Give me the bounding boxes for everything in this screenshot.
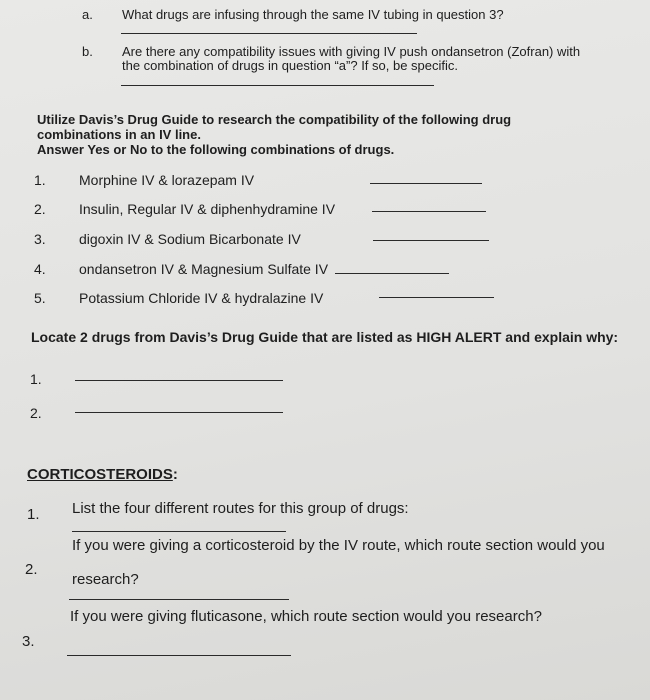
cortico-q1-text: List the four different routes for this group of drugs: [72,500,409,517]
part-a-label: a. [82,7,93,22]
compat-item-text: Morphine IV & lorazepam IV [79,172,255,188]
cortico-q1-num: 1. [27,506,40,523]
compat-answer-line[interactable] [373,240,489,241]
part-b-question-line2: the combination of drugs in question “a”? If so, be specific. [122,58,459,73]
compat-item-num: 5. [34,290,46,306]
compat-instruction-line3: Answer Yes or No to the following combinations of drugs. [37,142,395,157]
compat-item-num: 4. [34,261,46,277]
compat-answer-line[interactable] [370,183,482,184]
part-a-question: What drugs are infusing through the same IV tubing in question 3? [122,7,504,22]
compat-answer-line[interactable] [372,211,486,212]
part-b-answer-line[interactable] [121,85,434,86]
high-alert-answer-line[interactable] [75,412,283,413]
compat-answer-line[interactable] [335,273,449,274]
corticosteroids-heading [27,466,178,483]
compat-item-num: 2. [34,201,46,217]
cortico-q3-answer-line[interactable] [67,655,291,656]
compat-item-text: ondansetron IV & Magnesium Sulfate IV [79,261,329,277]
high-alert-heading: Locate 2 drugs from Davis’s Drug Guide that are listed as HIGH ALERT and explain why: [31,329,619,345]
corticosteroids-heading-text: CORTICOSTEROIDS [27,466,173,483]
cortico-q2-num: 2. [25,561,38,578]
part-b-question-line1: Are there any compatibility issues with giving IV push ondansetron (Zofran) with [122,44,581,59]
high-alert-item-num: 2. [30,405,42,421]
cortico-q3-text: If you were giving fluticasone, which route section would you research? [70,608,542,625]
compat-item-num: 1. [34,172,46,188]
corticosteroids-heading-colon: : [172,466,178,483]
high-alert-answer-line[interactable] [75,380,283,381]
compat-instruction-line1: Utilize Davis’s Drug Guide to research the compatibility of the following drug [37,112,512,127]
part-b-label: b. [82,44,93,59]
cortico-q2-answer-line[interactable] [69,599,289,600]
cortico-q2-line2: research? [72,571,139,588]
compat-answer-line[interactable] [379,297,494,298]
high-alert-item-num: 1. [30,371,42,387]
compat-item-text: Insulin, Regular IV & diphenhydramine IV [79,201,336,217]
cortico-q2-line1: If you were giving a corticosteroid by the IV route, which route section would you [72,537,605,554]
compat-item-num: 3. [34,231,46,247]
compat-item-text: digoxin IV & Sodium Bicarbonate IV [79,231,301,247]
compat-item-text: Potassium Chloride IV & hydralazine IV [79,290,324,306]
cortico-q1-answer-line[interactable] [72,531,286,532]
part-a-answer-line[interactable] [121,33,417,34]
cortico-q3-num: 3. [22,633,35,650]
compat-instruction-line2: combinations in an IV line. [37,127,201,142]
